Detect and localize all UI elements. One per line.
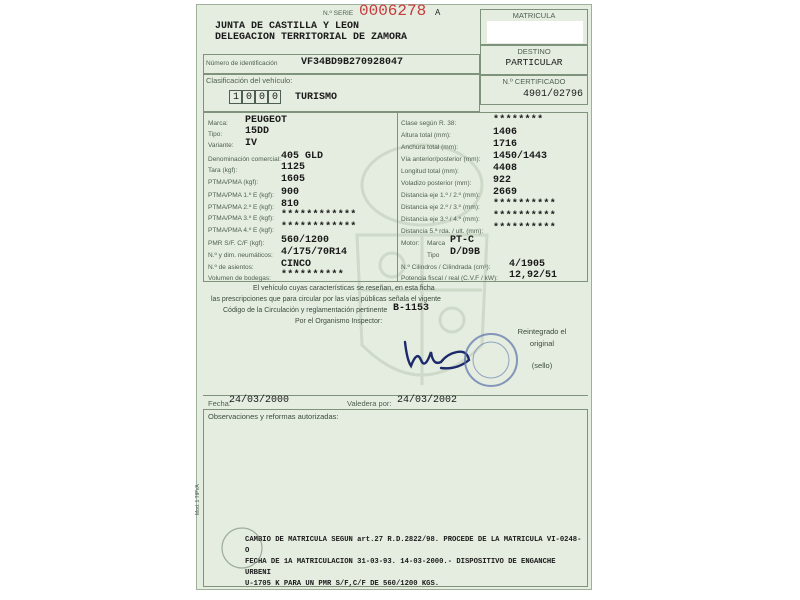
field-value: ************ [281,210,357,221]
cilindros-value: 4/1905 [509,259,546,270]
field-value: ********** [493,223,557,234]
field-value: IV [245,138,258,149]
header-line-1: JUNTA DE CASTILLA Y LEON [215,21,360,32]
field-label: Marca: [208,120,228,127]
field-label: Tipo: [208,131,223,138]
field-label: Denominación comercial: [208,156,281,163]
field-label: Distancia eje 1.º / 2.º (mm): [401,192,480,199]
clasificacion-digit: 0 [268,90,281,104]
reintegrado-line-3: (sello) [531,361,553,370]
vehicle-technical-card [196,4,592,590]
field-label: Distancia eje 2.º / 3.º (mm): [401,204,480,211]
matricula-redaction [487,21,583,43]
field-label: Voladizo posterior (mm): [401,180,472,187]
reintegrado-line-1: Reintegrado el [517,327,567,336]
observaciones-line: U-1705 K PARA UN PMR S/F,C/F DE 560/1200 KGS. [245,580,440,588]
field-value: 810 [281,199,300,210]
potencia-label: Potencia fiscal / real (C.V.F / kW): [401,275,498,282]
field-label: Volumen de bodegas: [208,275,271,282]
field-value: 405 GLD [281,151,324,162]
statement-line-2: las prescripciones que para circular por las vías públicas señala el vigente [211,296,441,303]
field-label: PTMA/PMA 3.º E (kgf): [208,215,274,222]
field-label: N.º y dim. neumáticos: [208,252,273,259]
inspector-id: B-1153 [393,303,430,314]
matricula-label: MATRICULA [512,11,556,20]
field-value: 1716 [493,139,518,150]
observaciones-label: Observaciones y reformas autorizadas: [208,412,339,421]
clasificacion-digit: 0 [255,90,268,104]
potencia-value: 12,92/51 [509,270,558,281]
field-value: 922 [493,175,512,186]
motor-label: Motor: [401,240,420,247]
observaciones-line: FECHA DE 1A MATRICULACION 31-03-93. 14-03-2000.- DISPOSITIVO DE ENGANCHE URBENI [245,558,556,577]
field-label: Tara (kgf): [208,167,238,174]
field-label: N.º de asientos: [208,264,254,271]
identificacion-value: VF34BD9B270928047 [301,57,404,68]
field-value: 15DD [245,126,270,137]
field-value: ************ [281,222,357,233]
header-line-2: DELEGACION TERRITORIAL DE ZAMORA [215,32,408,43]
serial-number: 0006278 [359,2,427,20]
field-value: ********** [281,270,345,281]
serial-suffix: A [435,8,441,17]
field-value: 1406 [493,127,518,138]
field-label: PTMA/PMA 4.º E (kgf): [208,227,274,234]
field-value: 900 [281,187,300,198]
bottom-left-stamp [219,525,265,571]
field-label: Clase según R. 38: [401,120,457,127]
observaciones-line: CAMBIO DE MATRICULA SEGUN art.27 R.D.2822/98. PROCEDE DE LA MATRICULA VI-0248-O [245,536,582,555]
clasificacion-digit: 0 [242,90,255,104]
field-label: Longitud total (mm): [401,168,459,175]
field-value: 4408 [493,163,518,174]
motor-tipo-label: Tipo [427,252,440,259]
field-label: PMR S/F. C/F (kgf): [208,240,265,247]
destino-value: PARTICULAR [505,57,563,68]
data-grid-divider [397,112,398,282]
field-label: Vía anterior/posterior (mm): [401,156,481,163]
reintegrado-line-2: original [529,339,555,348]
fecha-label: Fecha: [208,399,231,408]
field-label: PTMA/PMA (kgf): [208,179,259,186]
field-value: ******** [493,115,544,126]
fecha-value: 24/03/2000 [229,395,290,406]
certificado-value: 4901/02796 [523,89,584,100]
field-value: ********** [493,199,557,210]
field-value: 1605 [281,174,306,185]
serial-label: N.º SERIE [323,10,354,17]
clasificacion-digit: 1 [229,90,242,104]
field-value: CINCO [281,259,312,270]
field-label: Altura total (mm): [401,132,451,139]
field-value: 4/175/70R14 [281,247,348,258]
motor-tipo-value: D/D9B [450,247,481,258]
identificacion-label: Número de identificación [206,60,278,67]
field-label: Variante: [208,142,234,149]
field-value: PEUGEOT [245,115,288,126]
destino-label: DESTINO [517,47,551,56]
observaciones-text [245,535,585,590]
clasificacion-digits [229,90,281,104]
clasificacion-label: Clasificación del vehículo: [206,76,293,85]
field-label: Anchura total (mm): [401,144,459,151]
certificado-label: N.º CERTIFICADO [502,77,566,86]
field-label: PTMA/PMA 2.º E (kgf): [208,204,274,211]
field-label: Distancia 5.ª rda. / ult. (mm): [401,228,484,235]
statement-line-1: El vehículo cuyas características se reseñan, en esta ficha [253,285,435,292]
field-value: ********** [493,211,557,222]
statement-line-4: Por el Organismo Inspector: [295,318,383,325]
statement-line-3: Código de la Circulación y reglamentación pertinente [223,307,388,314]
field-value: 2669 [493,187,518,198]
field-value: 1450/1443 [493,151,548,162]
motor-marca-value: PT-C [450,235,475,246]
field-value: 1125 [281,162,306,173]
clasificacion-value: TURISMO [295,92,338,103]
field-value: 560/1200 [281,235,330,246]
valedera-value: 24/03/2002 [397,395,458,406]
margin-code: Mod. 1 TIPVA [195,484,201,515]
valedera-label: Valedera por: [347,399,392,408]
field-label: Distancia eje 3.º / 4.º (mm): [401,216,480,223]
field-label: PTMA/PMA 1.º E (kgf): [208,192,274,199]
motor-marca-label: Marca [427,240,446,247]
cilindros-label: N.º Cilindros / Cilindrada (cm³): [401,264,491,271]
